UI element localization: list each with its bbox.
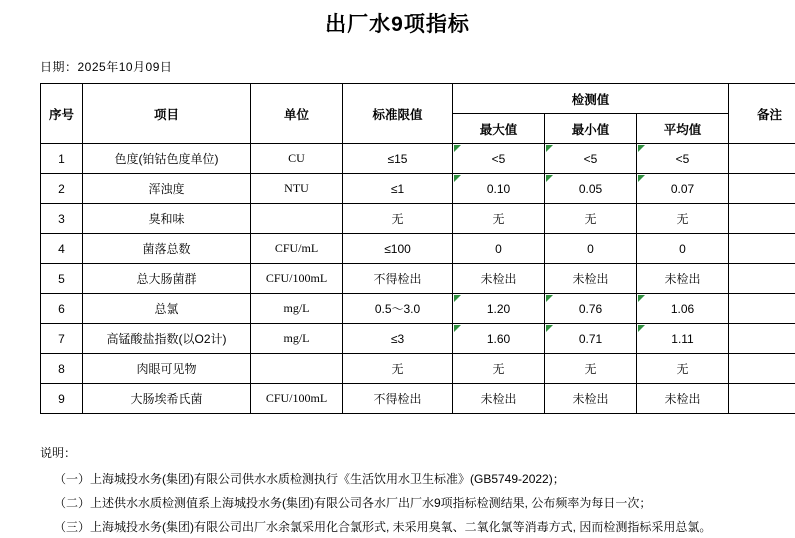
cell-avg: <5 [637, 144, 729, 174]
cell-no: 4 [41, 234, 83, 264]
cell-item: 浑浊度 [83, 174, 251, 204]
cell-remark [729, 384, 795, 414]
comment-marker-icon [546, 325, 553, 332]
cell-limit: 不得检出 [343, 264, 453, 294]
cell-avg: 1.11 [637, 324, 729, 354]
cell-min: 0.71 [545, 324, 637, 354]
comment-marker-icon [546, 295, 553, 302]
cell-item: 色度(铂钴色度单位) [83, 144, 251, 174]
cell-min: 0 [545, 234, 637, 264]
comment-marker-icon [546, 145, 553, 152]
table-row [41, 234, 795, 264]
cell-limit: ≤3 [343, 324, 453, 354]
cell-limit: ≤1 [343, 174, 453, 204]
notes-section [40, 442, 771, 538]
comment-marker-icon [638, 325, 645, 332]
cell-max: 0 [453, 234, 545, 264]
header-avg: 平均值 [637, 114, 729, 144]
cell-remark [729, 354, 795, 384]
cell-avg: 1.06 [637, 294, 729, 324]
cell-unit: CFU/mL [251, 234, 343, 264]
table-body [41, 144, 795, 414]
cell-max: 1.60 [453, 324, 545, 354]
page-title: 出厂水9项指标 [24, 10, 771, 40]
water-quality-table [40, 83, 795, 414]
table-row [41, 264, 795, 294]
header-item: 项目 [83, 84, 251, 144]
table-row [41, 384, 795, 414]
cell-limit: 不得检出 [343, 384, 453, 414]
cell-remark [729, 324, 795, 354]
cell-no: 1 [41, 144, 83, 174]
header-min: 最小值 [545, 114, 637, 144]
cell-avg: 未检出 [637, 264, 729, 294]
comment-marker-icon [638, 145, 645, 152]
cell-limit: 无 [343, 354, 453, 384]
report-date: 日期：2025年10月09日 [40, 58, 771, 75]
comment-marker-icon [638, 175, 645, 182]
cell-remark [729, 264, 795, 294]
comment-marker-icon [454, 175, 461, 182]
comment-marker-icon [454, 325, 461, 332]
notes-title: 说明： [40, 442, 771, 464]
cell-remark [729, 234, 795, 264]
note-line: （三）上海城投水务(集团)有限公司出厂水余氯采用化合氯形式, 未采用臭氧、二氧化氯等消毒方式, 因而检测指标采用总氯。 [40, 516, 771, 538]
cell-avg: 无 [637, 204, 729, 234]
cell-no: 2 [41, 174, 83, 204]
cell-item: 肉眼可见物 [83, 354, 251, 384]
cell-min: 0.76 [545, 294, 637, 324]
cell-max: 0.10 [453, 174, 545, 204]
cell-unit: NTU [251, 174, 343, 204]
cell-unit: CFU/100mL [251, 264, 343, 294]
comment-marker-icon [454, 145, 461, 152]
note-line: （一）上海城投水务(集团)有限公司供水水质检测执行《生活饮用水卫生标准》(GB5749-2022)； [40, 468, 771, 490]
document-page [0, 10, 795, 525]
cell-max: 1.20 [453, 294, 545, 324]
header-measured: 检测值 [453, 84, 729, 114]
cell-limit: 0.5～3.0 [343, 294, 453, 324]
table-row [41, 174, 795, 204]
cell-remark [729, 144, 795, 174]
header-max: 最大值 [453, 114, 545, 144]
cell-item: 总氯 [83, 294, 251, 324]
cell-item: 大肠埃希氏菌 [83, 384, 251, 414]
cell-remark [729, 204, 795, 234]
table-row [41, 204, 795, 234]
cell-limit: ≤100 [343, 234, 453, 264]
cell-min: 未检出 [545, 384, 637, 414]
cell-max: 无 [453, 204, 545, 234]
cell-no: 3 [41, 204, 83, 234]
cell-item: 高锰酸盐指数(以O2计) [83, 324, 251, 354]
table-row [41, 144, 795, 174]
table-row [41, 324, 795, 354]
cell-unit: CU [251, 144, 343, 174]
table-header-row-1 [41, 84, 795, 114]
header-limit: 标准限值 [343, 84, 453, 144]
comment-marker-icon [546, 175, 553, 182]
cell-min: <5 [545, 144, 637, 174]
cell-limit: 无 [343, 204, 453, 234]
cell-no: 6 [41, 294, 83, 324]
cell-unit: CFU/100mL [251, 384, 343, 414]
cell-unit [251, 354, 343, 384]
cell-no: 9 [41, 384, 83, 414]
comment-marker-icon [638, 295, 645, 302]
cell-unit: mg/L [251, 324, 343, 354]
cell-avg: 未检出 [637, 384, 729, 414]
cell-unit: mg/L [251, 294, 343, 324]
note-line: （二）上述供水水质检测值系上海城投水务(集团)有限公司各水厂出厂水9项指标检测结果, 公布频率为每日一次； [40, 492, 771, 514]
cell-no: 5 [41, 264, 83, 294]
cell-no: 7 [41, 324, 83, 354]
cell-remark [729, 174, 795, 204]
cell-min: 未检出 [545, 264, 637, 294]
cell-item: 菌落总数 [83, 234, 251, 264]
cell-avg: 0.07 [637, 174, 729, 204]
cell-limit: ≤15 [343, 144, 453, 174]
cell-min: 无 [545, 204, 637, 234]
table-row [41, 354, 795, 384]
table-row [41, 294, 795, 324]
header-no: 序号 [41, 84, 83, 144]
cell-avg: 0 [637, 234, 729, 264]
header-unit: 单位 [251, 84, 343, 144]
cell-unit [251, 204, 343, 234]
cell-no: 8 [41, 354, 83, 384]
cell-item: 总大肠菌群 [83, 264, 251, 294]
cell-item: 臭和味 [83, 204, 251, 234]
cell-min: 0.05 [545, 174, 637, 204]
comment-marker-icon [454, 295, 461, 302]
cell-max: 无 [453, 354, 545, 384]
cell-remark [729, 294, 795, 324]
cell-min: 无 [545, 354, 637, 384]
cell-max: 未检出 [453, 384, 545, 414]
header-remark: 备注 [729, 84, 795, 144]
cell-max: <5 [453, 144, 545, 174]
cell-avg: 无 [637, 354, 729, 384]
table-header [41, 84, 795, 144]
cell-max: 未检出 [453, 264, 545, 294]
